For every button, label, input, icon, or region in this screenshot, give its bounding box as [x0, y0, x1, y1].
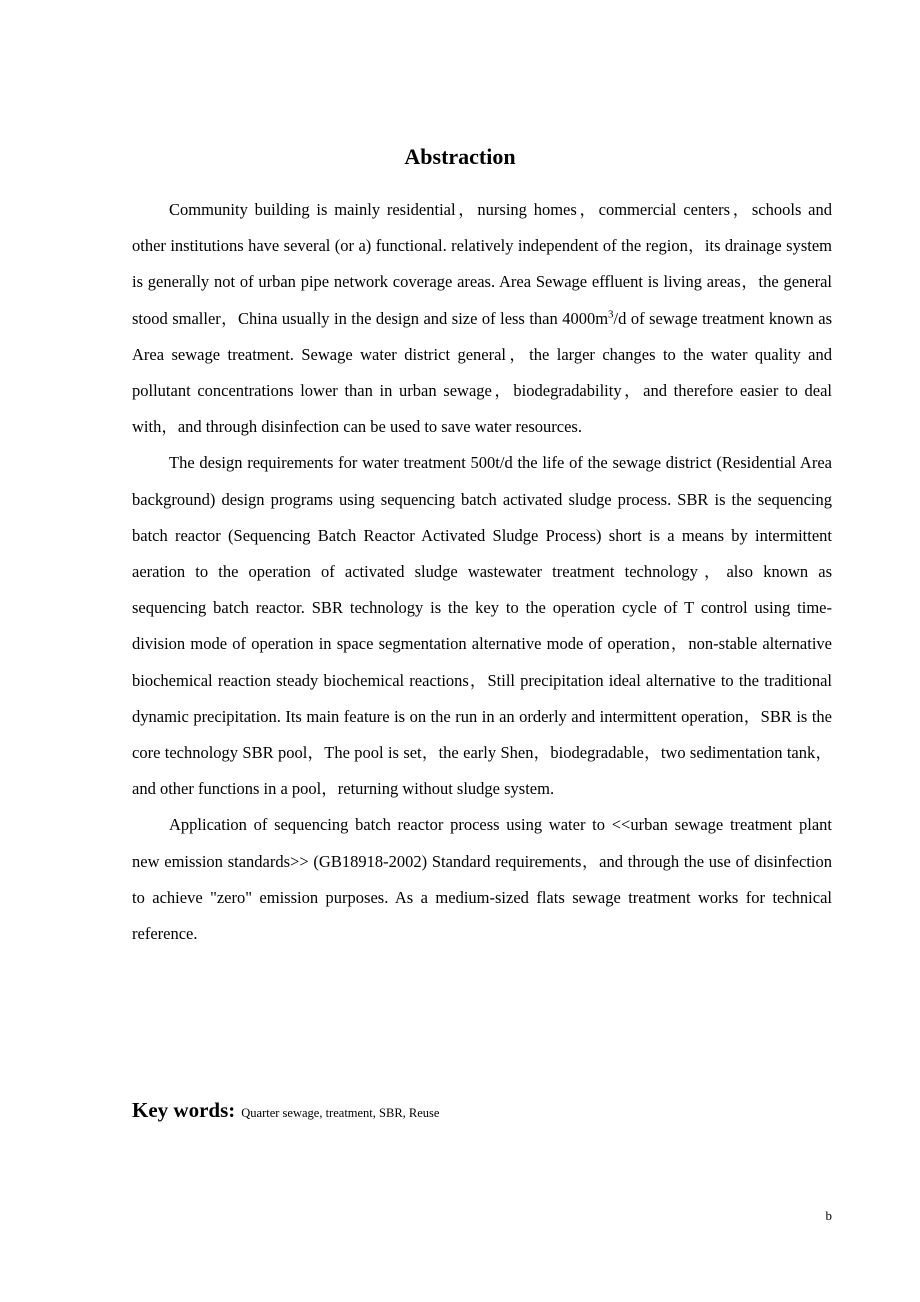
superscript-exponent: 3: [608, 308, 614, 321]
abstract-paragraph-2: The design requirements for water treatment 500t/d the life of the sewage district (Residential Area background) design programs using sequencing batch activated sludge process. SBR is the sequencing batch reactor (Sequencing Batch Reactor Activated Sludge Process) short is a means by intermittent aeration to the operation of activated sludge wastewater treatment technology，also known as sequencing batch reactor. SBR technology is the key to the operation cycle of T control using time-division mode of operation in space segmentation alternative mode of operation，non-stable alternative biochemical reaction steady biochemical reactions，Still precipitation ideal alternative to the traditional dynamic precipitation. Its main feature is on the run in an orderly and intermittent operation，SBR is the core technology SBR pool，The pool is set，the early Shen，biodegradable，two sedimentation tank，and other functions in a pool，returning without sludge system.: [132, 453, 832, 799]
paragraph-1-text-b: /d of sewage treatment known as Area sewage treatment. Sewage water district general，the larger changes to the water quality and pollutant concentrations lower than in urban sewage，biodegradability，and therefore easier to deal with，and through disinfection can be used to save water resources.: [132, 308, 832, 437]
page-title: Abstraction: [404, 144, 516, 169]
paragraph-1-text-a: Community building is mainly residential，nursing homes，commercial centers，schools and other institutions have several (or a) functional. relatively independent of the region，its drainage system is generally not of urban pipe network coverage areas. Area Sewage effluent is living areas，the general stood smaller，China usually in the design and size of less than 4000m: [132, 200, 832, 328]
abstract-body: [132, 192, 832, 952]
keywords-label: Key words:: [132, 1098, 236, 1122]
keywords-line: [132, 1094, 439, 1129]
page-number: b: [825, 1208, 832, 1223]
keywords-list: Quarter sewage, treatment, SBR, Reuse: [241, 1106, 440, 1120]
abstract-paragraph-1: [132, 192, 832, 445]
abstract-paragraph-3: Application of sequencing batch reactor process using water to <<urban sewage treatment plant new emission standards>> (GB18918-2002) Standard requirements，and through the use of disinfection to achieve "zero" emission purposes. As a medium-sized flats sewage treatment works for technical reference.: [132, 815, 832, 944]
